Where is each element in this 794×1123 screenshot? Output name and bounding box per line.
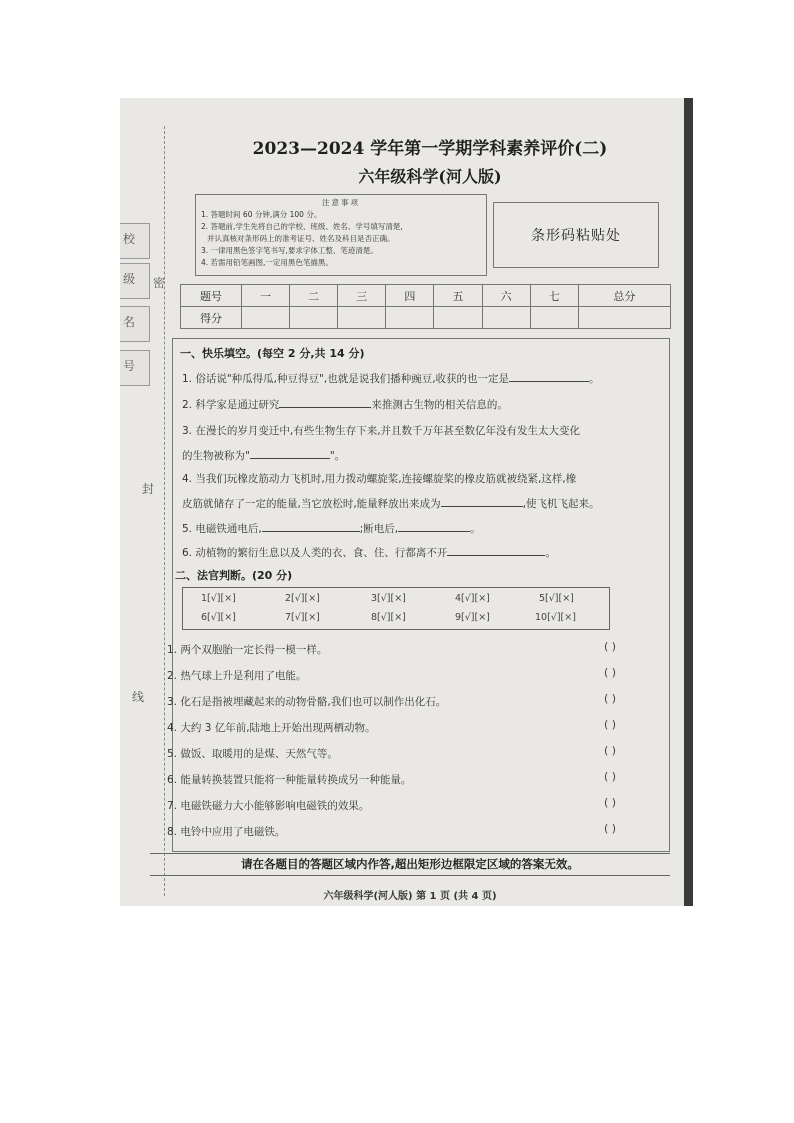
divider: [150, 853, 670, 854]
score-cell[interactable]: [338, 307, 386, 329]
score-cell[interactable]: [242, 307, 290, 329]
judgment-paren[interactable]: ( ): [604, 692, 617, 705]
answer-choice[interactable]: 2[√][×]: [285, 593, 320, 604]
binding-mark-line: 线: [132, 690, 145, 704]
score-header-row: [181, 285, 671, 307]
score-header-cell: 四: [386, 285, 434, 307]
blank-input[interactable]: [509, 370, 589, 382]
question-5: 5. 电磁铁通电后, ;断电后, 。: [182, 520, 481, 536]
judgment-paren[interactable]: ( ): [604, 822, 617, 835]
divider: [150, 875, 670, 876]
answer-choice[interactable]: 4[√][×]: [455, 593, 490, 604]
answer-choice[interactable]: 5[√][×]: [539, 593, 574, 604]
exam-title: 2023—2024 学年第一学期学科素养评价(二): [252, 139, 608, 159]
judgment-paren[interactable]: ( ): [604, 744, 617, 757]
margin-field-school: 校: [120, 223, 150, 259]
score-header-cell: 总分: [578, 285, 670, 307]
notice-item: 3. 一律用黑色签字笔书写,要求字体工整、笔迹清楚。: [201, 246, 378, 255]
question-1: 1. 俗话说"种瓜得瓜,种豆得豆",也就是说我们播种豌豆,收获的也一定是 。: [182, 370, 600, 386]
judgment-item-2: 2. 热气球上升是利用了电能。: [167, 670, 307, 682]
score-header-cell: 七: [530, 285, 578, 307]
question-4-line1: 4. 当我们玩橡皮筋动力飞机时,用力拨动螺旋桨,连接螺旋桨的橡皮筋就被绕紧,这样,橡: [182, 473, 577, 485]
section1-heading: 一、快乐填空。(每空 2 分,共 14 分): [180, 347, 365, 360]
judgment-paren[interactable]: ( ): [604, 770, 617, 783]
score-cell[interactable]: [578, 307, 670, 329]
notice-item: 1. 答题时间 60 分钟,满分 100 分。: [201, 210, 322, 219]
judgment-paren[interactable]: ( ): [604, 640, 617, 653]
question-4-line2: 皮筋就储存了一定的能量,当它放松时,能量释放出来成为 ,使飞机飞起来。: [182, 495, 600, 511]
notice-item: 并认真核对条形码上的准考证号、姓名及科目是否正确。: [207, 234, 395, 243]
blank-input[interactable]: [447, 544, 545, 556]
score-cell[interactable]: [386, 307, 434, 329]
binding-fold-line: [164, 126, 165, 896]
judgment-item-8: 8. 电铃中应用了电磁铁。: [167, 826, 286, 838]
score-header-cell: 题号: [181, 285, 242, 307]
score-header-cell: 六: [482, 285, 530, 307]
answer-choice[interactable]: 8[√][×]: [371, 612, 406, 623]
photo-dark-edge: [684, 98, 693, 906]
score-cell[interactable]: [290, 307, 338, 329]
notice-item: 2. 答题前,学生先将自己的学校、班级、姓名、学号填写清楚,: [201, 222, 403, 231]
judgment-item-1: 1. 两个双胞胎一定长得一模一样。: [167, 644, 328, 656]
score-row-label: 得分: [181, 307, 242, 329]
answer-choice[interactable]: 6[√][×]: [201, 612, 236, 623]
score-cell[interactable]: [530, 307, 578, 329]
notice-item: 4. 若需用铅笔画图,一定用黑色笔描黑。: [201, 258, 333, 267]
answer-choice[interactable]: 9[√][×]: [455, 612, 490, 623]
page-footer: 六年级科学(河人版) 第 1 页 (共 4 页): [323, 891, 497, 902]
blank-input[interactable]: [262, 520, 360, 532]
blank-input[interactable]: [279, 396, 371, 408]
margin-field-class: 级: [120, 263, 150, 299]
score-header-cell: 一: [242, 285, 290, 307]
blank-input[interactable]: [250, 447, 330, 459]
answer-choice[interactable]: 3[√][×]: [371, 593, 406, 604]
barcode-area: 条形码粘贴处: [493, 202, 659, 268]
score-cell[interactable]: [482, 307, 530, 329]
question-2: 2. 科学家是通过研究 来推测古生物的相关信息的。: [182, 396, 508, 412]
score-cell[interactable]: [434, 307, 482, 329]
notice-box: [195, 194, 487, 276]
section2-heading: 二、法官判断。(20 分): [175, 569, 293, 582]
judgment-paren[interactable]: ( ): [604, 666, 617, 679]
margin-field-number: 号: [120, 350, 150, 386]
judgment-item-7: 7. 电磁铁磁力大小能够影响电磁铁的效果。: [167, 800, 370, 812]
score-table: [180, 284, 671, 329]
binding-mark-close: 封: [142, 482, 155, 496]
blank-input[interactable]: [398, 520, 470, 532]
question-3-line1: 3. 在漫长的岁月变迁中,有些生物生存下来,并且数千万年甚至数亿年没有发生太大变化: [182, 425, 581, 437]
judgment-item-4: 4. 大约 3 亿年前,陆地上开始出现两栖动物。: [167, 722, 376, 734]
question-6: 6. 动植物的繁衍生息以及人类的衣、食、住、行都离不开 。: [182, 544, 556, 560]
answer-area-warning: 请在各题目的答题区域内作答,超出矩形边框限定区域的答案无效。: [241, 857, 579, 871]
judgment-paren[interactable]: ( ): [604, 718, 617, 731]
blank-input[interactable]: [441, 495, 523, 507]
answer-choice[interactable]: 7[√][×]: [285, 612, 320, 623]
question-3-line2: 的生物被称为" "。: [182, 447, 345, 463]
judgment-paren[interactable]: ( ): [604, 796, 617, 809]
answer-choice[interactable]: 1[√][×]: [201, 593, 236, 604]
score-value-row: [181, 307, 671, 329]
margin-field-name: 名: [120, 306, 150, 342]
score-header-cell: 二: [290, 285, 338, 307]
score-header-cell: 三: [338, 285, 386, 307]
binding-mark-seal: 密: [153, 276, 166, 290]
judgment-item-3: 3. 化石是指被埋藏起来的动物骨骼,我们也可以制作出化石。: [167, 696, 447, 708]
exam-subtitle: 六年级科学(河人版): [358, 167, 502, 186]
judgment-item-5: 5. 做饭、取暖用的是煤、天然气等。: [167, 748, 338, 760]
answer-choice[interactable]: 10[√][×]: [535, 612, 576, 623]
judgment-answer-grid: [182, 587, 610, 630]
notice-heading: 注意事项: [322, 198, 360, 207]
exam-photo: [120, 98, 693, 906]
judgment-item-6: 6. 能量转换装置只能将一种能量转换成另一种能量。: [167, 774, 412, 786]
score-header-cell: 五: [434, 285, 482, 307]
